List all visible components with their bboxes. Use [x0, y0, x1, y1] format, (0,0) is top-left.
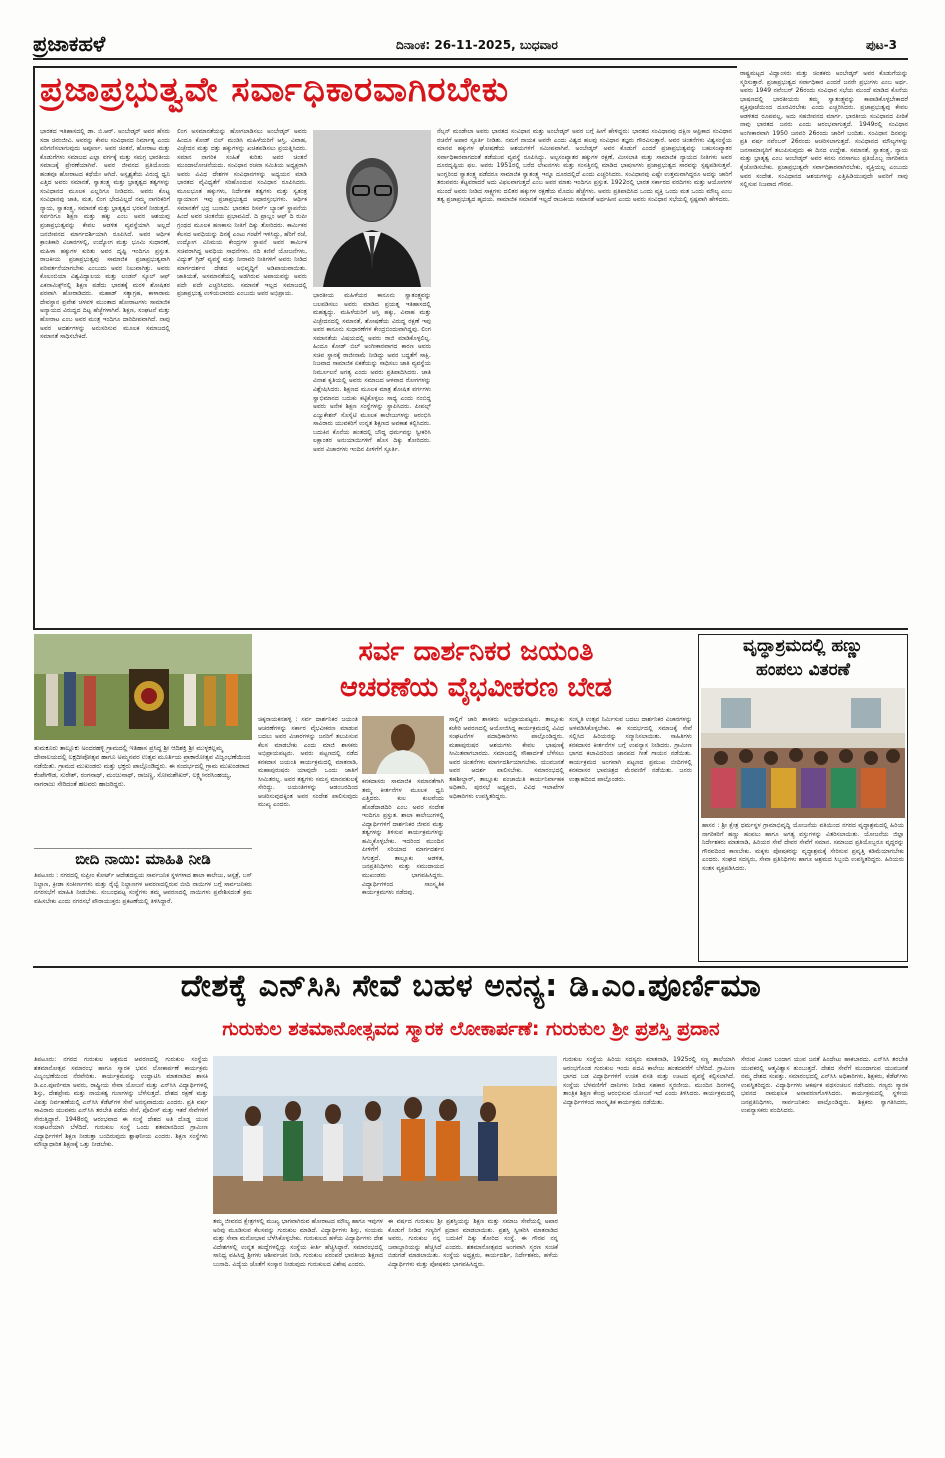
temple-photo-illustration	[34, 634, 252, 740]
jayanti-col-3: ಸಾಲ್ಲಿಗೆ ಜಾರಿ ಶಾಸಕರು ಅಭಿಪ್ರಾಯಪಟ್ಟರು. ತಾಲ್ಲೂಕು ಕಚೇರಿ ಆವರಣದಲ್ಲಿ ಆಯೋಜಿಸಿದ್ದ ಕಾರ್ಯಕ್ರಮದಲ್ಲಿ ವಿವಿಧ ಸಂಘಟನೆಗಳ ಪದಾಧಿಕಾರಿಗಳು ಪಾಲ್ಗೊಂಡಿದ್ದರು. ಮಹಾಪುರುಷರ ಆಶಯಗಳು ಕೇವಲ ಭಾಷಣಕ್ಕೆ ಸೀಮಿತವಾಗಬಾರದು. ಸಮಾಜದಲ್ಲಿ ಸೌಹಾರ್ದತೆ ಬೆಳೆಸಲು ಅವರ ಚಿಂತನೆಗಳು ಮಾರ್ಗದರ್ಶಿಯಾಗಬೇಕು. ಯುವಜನತೆ ಅವರ ಆದರ್ಶ ಪಾಲಿಸಬೇಕು. ಸಮಾರಂಭದಲ್ಲಿ ತಹಶೀಲ್ದಾರ್, ತಾಲ್ಲೂಕು ಪಂಚಾಯಿತಿ ಕಾರ್ಯನಿರ್ವಾಹಕ ಅಧಿಕಾರಿ, ಪುರಸಭೆ ಅಧ್ಯಕ್ಷರು, ವಿವಿಧ ಇಲಾಖೆಗಳ ಅಧಿಕಾರಿಗಳು ಉಪಸ್ಥಿತರಿದ್ದರು.	[449, 716, 564, 800]
lead-headline: ಪ್ರಜಾಪ್ರಭುತ್ವವೇ ಸರ್ವಾಧಿಕಾರವಾಗಿರಬೇಕು	[40, 70, 510, 110]
lead-bottom-rule	[33, 628, 908, 630]
ncc-headline: ದೇಶಕ್ಕೆ ಎನ್‌ಸಿಸಿ ಸೇವೆ ಬಹಳ ಅನನ್ಯ: ಡಿ.ಎಂ.ಪೂರ್ಣಿಮಾ	[180, 968, 762, 1004]
jayanti-col-2: ಕನಕದಾಸರು ಸಾಮಾಜಿಕ ಸಮಾನತೆಗಾಗಿ ತಮ್ಮ ಕೀರ್ತನೆಗಳ ಮೂಲಕ ಧ್ವನಿ ಎತ್ತಿದರು. ಕುಲ ಕುಲವೆಂದು ಹೊಡೆದಾಡದಿರಿ ಎಂಬ ಅವರ ಸಂದೇಶ ಇಂದಿಗೂ ಪ್ರಸ್ತುತ. ಶಾಲಾ ಕಾಲೇಜುಗಳಲ್ಲಿ ವಿದ್ಯಾರ್ಥಿಗಳಿಗೆ ದಾರ್ಶನಿಕರ ಜೀವನ ಮತ್ತು ತತ್ವಗಳನ್ನು ತಿಳಿಸುವ ಕಾರ್ಯಕ್ರಮಗಳನ್ನು ಹಮ್ಮಿಕೊಳ್ಳಬೇಕು. ಇದರಿಂದ ಮುಂದಿನ ಪೀಳಿಗೆಗೆ ಸರಿಯಾದ ಮಾರ್ಗದರ್ಶನ ಸಿಗುತ್ತದೆ. ತಾಲ್ಲೂಕು ಆಡಳಿತ, ಜನಪ್ರತಿನಿಧಿಗಳು ಮತ್ತು ಸಮುದಾಯದ ಮುಖಂಡರು ಭಾಗವಹಿಸಿದ್ದರು. ವಿದ್ಯಾರ್ಥಿಗಳಿಂದ ಸಾಂಸ್ಕೃತಿಕ ಕಾರ್ಯಕ್ರಮಗಳು ನಡೆದವು.	[362, 778, 444, 897]
lead-col-2: ಲಿಂಗ ಅಸಮಾನತೆಯನ್ನು ಹೋಗಲಾಡಿಸಲು ಅಂಬೇಡ್ಕರ್ ಅವರು ಹಿಂದೂ ಕೋಡ್ ಬಿಲ್ ಮಂಡಿಸಿ ಮಹಿಳೆಯರಿಗೆ ಆಸ್ತಿ, ವಿವಾಹ, ವಿಚ್ಛೇದನ ಮತ್ತು ದತ್ತು ಹಕ್ಕುಗಳನ್ನು ಖಚಿತಪಡಿಸಲು ಪ್ರಯತ್ನಿಸಿದರು. ಸಮಾನ ನಾಗರಿಕ ಸಂಹಿತೆ ಕುರಿತು ಅವರ ಚಿಂತನೆ ಮುಂದಾಲೋಚನೆಯದು. ಸಂವಿಧಾನ ರಚನಾ ಸಮಿತಿಯ ಅಧ್ಯಕ್ಷರಾಗಿ ಅವರು ವಿವಿಧ ದೇಶಗಳ ಸಂವಿಧಾನಗಳನ್ನು ಅಧ್ಯಯನ ಮಾಡಿ ಭಾರತದ ವೈವಿಧ್ಯತೆಗೆ ಸರಿಹೊಂದುವ ಸಂವಿಧಾನ ರೂಪಿಸಿದರು. ಮೂಲಭೂತ ಹಕ್ಕುಗಳು, ನಿರ್ದೇಶಕ ತತ್ವಗಳು ಮತ್ತು ಸ್ವತಂತ್ರ ನ್ಯಾಯಾಂಗ ಇವು ಪ್ರಜಾಪ್ರಭುತ್ವದ ಆಧಾರಸ್ತಂಭಗಳು. ಆರ್ಥಿಕ ಸಮಾನತೆಗೆ ಭದ್ರ ಬುನಾದಿ: ಭಾರತದ ರಿಸರ್ವ್ ಬ್ಯಾಂಕ್ ಸ್ಥಾಪನೆಯ ಹಿಂದೆ ಅವರ ಚಿಂತನೆಯ ಪ್ರಭಾವವಿದೆ. ದಿ ಪ್ರಾಬ್ಲಂ ಆಫ್ ದಿ ರುಪೀ ಗ್ರಂಥದ ಮೂಲಕ ಹಣಕಾಸು ನೀತಿಗೆ ದಿಕ್ಕು ತೋರಿದರು. ಕಾರ್ಮಿಕರ ಕೆಲಸದ ಅವಧಿಯನ್ನು ದಿನಕ್ಕೆ ಎಂಟು ಗಂಟೆಗೆ ಇಳಿಸಿದ್ದು, ಹೆರಿಗೆ ರಜೆ, ಉದ್ಯೋಗ ವಿನಿಮಯ ಕೇಂದ್ರಗಳ ಸ್ಥಾಪನೆ ಅವರ ಕಾರ್ಮಿಕ ಸಚಿವರಾಗಿದ್ದ ಅವಧಿಯ ಸಾಧನೆಗಳು. ನದಿ ಕಣಿವೆ ಯೋಜನೆಗಳು, ವಿದ್ಯುತ್ ಗ್ರಿಡ್ ವ್ಯವಸ್ಥೆ ಮತ್ತು ನೀರಾವರಿ ನೀತಿಗಳಿಗೆ ಅವರು ನೀಡಿದ ಮಾರ್ಗದರ್ಶನ ದೇಶದ ಅಭಿವೃದ್ಧಿಗೆ ಅಡಿಪಾಯವಾಯಿತು. ಜಾತಿಯತೆ, ಅಸಮಾನತೆಯಲ್ಲಿ ಅಡಗಿರುವ ಅಪಾಯವನ್ನು ಅವರು ಪದೇ ಪದೇ ಎಚ್ಚರಿಸಿದರು. ಸಮಾನತೆ ಇಲ್ಲದ ಸಮಾಜದಲ್ಲಿ ಪ್ರಜಾಪ್ರಭುತ್ವ ಉಳಿಯಲಾರದು ಎಂಬುದು ಅವರ ಅಭಿಪ್ರಾಯ.	[177, 128, 307, 298]
jayanti-col-1: ಚಿಕ್ಕನಾಯಕನಹಳ್ಳಿ : ಸರ್ವ ದಾರ್ಶನಿಕರ ಜಯಂತಿ ಆಚರಣೆಗಳನ್ನು ಸರ್ಕಾರ ವೈಭವೀಕರಣ ಮಾಡುವ ಬದಲು ಅವರ ವಿಚಾರಗಳನ್ನು ಜನರಿಗೆ ತಲುಪಿಸುವ ಕೆಲಸ ಮಾಡಬೇಕು ಎಂದು ಮಾಜಿ ಶಾಸಕರು ಅಭಿಪ್ರಾಯಪಟ್ಟರು. ಅವರು ಪಟ್ಟಣದಲ್ಲಿ ನಡೆದ ಕನಕದಾಸ ಜಯಂತಿ ಕಾರ್ಯಕ್ರಮದಲ್ಲಿ ಮಾತನಾಡಿ, ಮಹಾಪುರುಷರು ಯಾವುದೇ ಒಂದು ಜಾತಿಗೆ ಸೀಮಿತರಲ್ಲ. ಅವರ ತತ್ವಗಳು ಸಮಸ್ತ ಮಾನವಕುಲಕ್ಕೆ ಸೇರಿದ್ದು. ಜಯಂತಿಗಳನ್ನು ಆಡಂಬರದಿಂದ ಆಚರಿಸುವುದಕ್ಕಿಂತ ಅವರ ಸಂದೇಶ ಪಾಲಿಸುವುದು ಮುಖ್ಯ ಎಂದರು.	[258, 716, 358, 809]
speaker-photo	[362, 716, 444, 774]
lead-col-3: ಭಾರತೀಯ ಮಹಿಳೆಯರ ಕಾನೂನು ಸ್ವಾತಂತ್ರ್ಯವನ್ನು ಬಲಪಡಿಸಲು ಅವರು ಮಾಡಿದ ಪ್ರಯತ್ನ ಇತಿಹಾಸದಲ್ಲಿ ಮಹತ್ವದ್ದು. ಮಹಿಳೆಯರಿಗೆ ಆಸ್ತಿ ಹಕ್ಕು, ವಿವಾಹ ಮತ್ತು ವಿಚ್ಛೇದನದಲ್ಲಿ ಸಮಾನತೆ, ಶೋಷಣೆಯ ವಿರುದ್ಧ ರಕ್ಷಣೆ ಇವು ಅವರ ಕಾನೂನು ಸುಧಾರಣೆಗಳ ಕೇಂದ್ರಬಿಂದುವಾಗಿದ್ದವು. ಲಿಂಗ ಸಮಾನತೆಯ ವಿಷಯದಲ್ಲಿ ಅವರು ರಾಜಿ ಮಾಡಿಕೊಳ್ಳಲಿಲ್ಲ. ಹಿಂದೂ ಕೋಡ್ ಬಿಲ್ ಅಂಗೀಕಾರವಾಗದ ಕಾರಣ ಅವರು ಸಚಿವ ಸ್ಥಾನಕ್ಕೆ ರಾಜೀನಾಮೆ ನೀಡಿದ್ದು ಅವರ ಬದ್ಧತೆಗೆ ಸಾಕ್ಷಿ. ನಿಜವಾದ ಸಾಮಾಜಿಕ ಏಕತೆಯನ್ನು ಸಾಧಿಸಲು ಜಾತಿ ವ್ಯವಸ್ಥೆಯ ನಿರ್ಮೂಲನೆ ಅಗತ್ಯ ಎಂದು ಅವರು ಪ್ರತಿಪಾದಿಸಿದರು. ಜಾತಿ ವಿನಾಶ ಕೃತಿಯಲ್ಲಿ ಅವರು ಸಮಾಜದ ಆಳವಾದ ರೋಗಗಳನ್ನು ವಿಶ್ಲೇಷಿಸಿದರು. ಶಿಕ್ಷಣದ ಮೂಲಕ ಮಾತ್ರ ಶೋಷಿತ ವರ್ಗಗಳು ಸ್ವಾಭಿಮಾನದ ಬದುಕು ಕಟ್ಟಿಕೊಳ್ಳಲು ಸಾಧ್ಯ ಎಂದು ನಂಬಿದ್ದ ಅವರು ಅನೇಕ ಶಿಕ್ಷಣ ಸಂಸ್ಥೆಗಳನ್ನು ಸ್ಥಾಪಿಸಿದರು. ಪೀಪಲ್ಸ್ ಎಜ್ಯುಕೇಶನ್ ಸೊಸೈಟಿ ಮೂಲಕ ಕಾಲೇಜುಗಳನ್ನು ಆರಂಭಿಸಿ ಸಾವಿರಾರು ಯುವಕರಿಗೆ ಉನ್ನತ ಶಿಕ್ಷಣದ ಅವಕಾಶ ಕಲ್ಪಿಸಿದರು. ಬದುಕಿನ ಕೊನೆಯ ಹಂತದಲ್ಲಿ ಬೌದ್ಧ ಧರ್ಮವನ್ನು ಸ್ವೀಕರಿಸಿ ಲಕ್ಷಾಂತರ ಅನುಯಾಯಿಗಳಿಗೆ ಹೊಸ ದಿಕ್ಕು ತೋರಿದರು. ಅವರ ವಿಚಾರಗಳು ಇಂದಿನ ಪೀಳಿಗೆಗೆ ಸ್ಫೂರ್ತಿ.	[313, 292, 431, 453]
masthead	[0, 0, 945, 62]
ncc-col-5: ಸೇರುವ ವಿಚಾರ ಬಂದಾಗ ಯುವ ಜನತೆ ಹಿಂದೇಟು ಹಾಕಬಾರದು. ಎನ್‌ಸಿಸಿ ತರಬೇತಿ ಯುವಕರಲ್ಲಿ ಆತ್ಮವಿಶ್ವಾಸ ತುಂಬುತ್ತದೆ. ದೇಶದ ಸೇವೆಗೆ ಮುಂದಾಗುವ ಯುವಜನತೆ ನಮ್ಮ ದೇಶದ ಸಂಪತ್ತು. ಸಮಾರಂಭದಲ್ಲಿ ಎನ್‌ಸಿಸಿ ಅಧಿಕಾರಿಗಳು, ಶಿಕ್ಷಕರು, ಕೆಡೆಟ್‌ಗಳು ಉಪಸ್ಥಿತರಿದ್ದರು. ವಿದ್ಯಾರ್ಥಿಗಳು ಆಕರ್ಷಕ ಪಥಸಂಚಲನ ನಡೆಸಿದರು. ಗಣ್ಯರು ಸ್ಮಾರಕ ಭವನದ ನಾಮಫಲಕ ಅನಾವರಣಗೊಳಿಸಿದರು. ಕಾರ್ಯಕ್ರಮದಲ್ಲಿ ಸ್ಥಳೀಯ ಜನಪ್ರತಿನಿಧಿಗಳು, ಸಾರ್ವಜನಿಕರು ಪಾಲ್ಗೊಂಡಿದ್ದರು. ಶಿಕ್ಷಕರು ಸ್ವಾಗತಿಸಿದರು, ಉಪನ್ಯಾಸಕರು ವಂದಿಸಿದರು.	[741, 1056, 908, 1115]
lead-col-1: ಭಾರತದ ಇತಿಹಾಸದಲ್ಲಿ ಡಾ. ಬಿ.ಆರ್. ಅಂಬೇಡ್ಕರ್ ಅವರ ಹೆಸರು ಸದಾ ಚಿರಂಜೀವಿ. ಅವರನ್ನು ಕೇವಲ ಸಂವಿಧಾನದ ನಿರ್ಮಾತೃ ಎಂದು ಪರಿಗಣಿಸಲಾಗುವುದು ಅಪೂರ್ಣ. ಅವರ ಚಿಂತನೆ, ಹೋರಾಟ ಮತ್ತು ಕೊಡುಗೆಗಳು ಸಮಾಜದ ಎಲ್ಲಾ ವರ್ಗಕ್ಕೆ ಮತ್ತು ಸಮಗ್ರ ಭಾರತೀಯ ಸಮಾಜಕ್ಕೆ ಪ್ರೇರಣೆಯಾಗಿವೆ. ಅವರ ಜೀವನದ ಪ್ರತಿಯೊಂದು ಹಂತವೂ ಹೋರಾಟದ ಕಥೆಯೇ ಆಗಿದೆ. ಅಸ್ಪೃಶ್ಯತೆಯ ವಿರುದ್ಧ ಧ್ವನಿ ಎತ್ತಿದ ಅವರು ಸಮಾನತೆ, ಸ್ವಾತಂತ್ರ್ಯ ಮತ್ತು ಭ್ರಾತೃತ್ವದ ತತ್ವಗಳನ್ನು ಸಂವಿಧಾನದ ಮೂಲಕ ಎಲ್ಲರಿಗೂ ನೀಡಿದರು. ಅವರು ಕೊಟ್ಟ ಸಂವಿಧಾನವು ಜಾತಿ, ಮತ, ಲಿಂಗ ಭೇದವಿಲ್ಲದೆ ನಮ್ಮ ನಾಗರಿಕರಿಗೆ ನ್ಯಾಯ, ಸ್ವಾತಂತ್ರ್ಯ, ಸಮಾನತೆ ಮತ್ತು ಭ್ರಾತೃತ್ವದ ಭರವಸೆ ನೀಡುತ್ತದೆ. ಸರ್ವರಿಗೂ ಶಿಕ್ಷಣ ಮತ್ತು ಹಕ್ಕು ಎಂಬ ಅವರ ಆಶಯವು ಪ್ರಜಾಪ್ರಭುತ್ವವನ್ನು ಕೇವಲ ಆಡಳಿತ ವ್ಯವಸ್ಥೆಯಾಗಿ ಅಲ್ಲದೆ ಜನಜೀವನದ ಮಾರ್ಗದರ್ಶಿಯಾಗಿ ರೂಪಿಸಿದೆ. ಅವರ ಆರ್ಥಿಕ ಕ್ರಾಂತಿಕಾರಿ ವಿಚಾರಗಳಲ್ಲಿ, ಉದ್ಯೋಗ ಮತ್ತು ಭೂಮಿ ಸುಧಾರಣೆ, ಮಹಿಳಾ ಹಕ್ಕುಗಳ ಕುರಿತು ಅವರ ದೃಷ್ಟಿ ಇಂದಿಗೂ ಪ್ರಸ್ತುತ. ರಾಜಕೀಯ ಪ್ರಜಾಪ್ರಭುತ್ವವು ಸಾಮಾಜಿಕ ಪ್ರಜಾಪ್ರಭುತ್ವವಾಗಿ ಪರಿವರ್ತನೆಯಾಗಬೇಕು ಎಂಬುದು ಅವರ ನಿಲುವಾಗಿತ್ತು. ಅವರು ಕೊಲಂಬಿಯಾ ವಿಶ್ವವಿದ್ಯಾಲಯ ಮತ್ತು ಲಂಡನ್ ಸ್ಕೂಲ್ ಆಫ್ ಎಕನಾಮಿಕ್ಸ್‌ನಲ್ಲಿ ಶಿಕ್ಷಣ ಪಡೆದು ಭಾರತಕ್ಕೆ ಮರಳಿ ಶೋಷಿತರ ಪರವಾಗಿ ಹೋರಾಡಿದರು. ಮಹಾಡ್ ಸತ್ಯಾಗ್ರಹ, ಕಾಳಾರಾಮ ದೇವಸ್ಥಾನ ಪ್ರವೇಶ ಚಳವಳಿ ಮುಂತಾದ ಹೋರಾಟಗಳು ಸಾಮಾಜಿಕ ಅನ್ಯಾಯದ ವಿರುದ್ಧದ ದಿಟ್ಟ ಹೆಜ್ಜೆಗಳಾಗಿವೆ. ಶಿಕ್ಷಣ, ಸಂಘಟನೆ ಮತ್ತು ಹೋರಾಟ ಎಂಬ ಅವರ ಮಂತ್ರ ಇಂದಿಗೂ ದಾರಿದೀಪವಾಗಿದೆ. ನಾವು ಅವರ ಆದರ್ಶಗಳನ್ನು ಅನುಸರಿಸುವ ಮೂಲಕ ಸಮಾಜದಲ್ಲಿ ಸಮಾನತೆ ಸಾಧಿಸಬೇಕಿದೆ.	[40, 128, 170, 341]
ncc-col-3: ಈ ವರ್ಷದ ಗುರುಕುಲ ಶ್ರೀ ಪ್ರಶಸ್ತಿಯನ್ನು ಶಿಕ್ಷಣ ಮತ್ತು ಸಮಾಜ ಸೇವೆಯಲ್ಲಿ ಅಪಾರ ಕೊಡುಗೆ ನೀಡಿದ ಗಣ್ಯರಿಗೆ ಪ್ರದಾನ ಮಾಡಲಾಯಿತು. ಪ್ರಶಸ್ತಿ ಸ್ವೀಕರಿಸಿ ಮಾತನಾಡಿದ ಅವರು, ಗುರುಕುಲ ನನ್ನ ಬದುಕಿಗೆ ದಿಕ್ಕು ತೋರಿದ ಸಂಸ್ಥೆ. ಈ ಗೌರವ ನನ್ನ ಜವಾಬ್ದಾರಿಯನ್ನು ಹೆಚ್ಚಿಸಿದೆ ಎಂದರು. ಶತಮಾನೋತ್ಸವದ ಅಂಗವಾಗಿ ಸ್ಮರಣ ಸಂಚಿಕೆ ಬಿಡುಗಡೆ ಮಾಡಲಾಯಿತು. ಸಂಸ್ಥೆಯ ಅಧ್ಯಕ್ಷರು, ಕಾರ್ಯದರ್ಶಿ, ನಿರ್ದೇಶಕರು, ಹಳೆಯ ವಿದ್ಯಾರ್ಥಿಗಳು ಮತ್ತು ಪೋಷಕರು ಭಾಗವಹಿಸಿದ್ದರು.	[388, 1218, 558, 1268]
old-age-photo	[701, 688, 905, 818]
street-story-rule	[34, 848, 252, 849]
street-story-headline: ಬೀದಿ ನಾಯಿ: ಮಾಹಿತಿ ನೀಡಿ	[75, 850, 211, 868]
temple-photo	[34, 634, 252, 740]
speaker-illustration	[362, 716, 444, 774]
ncc-event-photo	[213, 1056, 557, 1214]
jayanti-col-4: ಸಂಸ್ಕೃತಿ ಉತ್ಸವ ನಿರ್ಮಿಸುವ ಬದಲು ದಾರ್ಶನಿಕರ ವಿಚಾರಗಳನ್ನು ಅಳವಡಿಸಿಕೊಳ್ಳಬೇಕು. ಈ ಸಂದರ್ಭದಲ್ಲಿ ಸಮಾಜಕ್ಕೆ ಸೇವೆ ಸಲ್ಲಿಸಿದ ಹಿರಿಯರನ್ನು ಸನ್ಮಾನಿಸಲಾಯಿತು. ಸಾಹಿತಿಗಳು ಕನಕದಾಸರ ಕೀರ್ತನೆಗಳ ಬಗ್ಗೆ ಉಪನ್ಯಾಸ ನೀಡಿದರು. ಗ್ರಾಮೀಣ ಭಾಗದ ಕಲಾವಿದರಿಂದ ಜಾನಪದ ಗೀತೆ ಗಾಯನ ನಡೆಯಿತು. ಕಾರ್ಯಕ್ರಮದ ಅಂಗವಾಗಿ ಪಟ್ಟಣದ ಪ್ರಮುಖ ಬೀದಿಗಳಲ್ಲಿ ಕನಕದಾಸರ ಭಾವಚಿತ್ರದ ಮೆರವಣಿಗೆ ನಡೆಯಿತು. ಜನರು ಉತ್ಸಾಹದಿಂದ ಪಾಲ್ಗೊಂಡರು.	[569, 716, 692, 783]
lead-frame-top	[33, 66, 737, 68]
street-story-body: ತಿಪಟೂರು : ನಗರದಲ್ಲಿ ಸುಪ್ರೀಂ ಕೋರ್ಟ್ ಆದೇಶದನ್ವಯ ಸಾರ್ವಜನಿಕ ಸ್ಥಳಗಳಾದ ಶಾಲಾ ಕಾಲೇಜು, ಆಸ್ಪತ್ರೆ, ಬಸ್ ನಿಲ್ದಾಣ, ಕ್ರೀಡಾ ಸಂಕೀರ್ಣಗಳು ಮತ್ತು ರೈಲ್ವೆ ನಿಲ್ದಾಣಗಳ ಆವರಣದಲ್ಲಿರುವ ಬೀದಿ ನಾಯಿಗಳ ಬಗ್ಗೆ ಸಾರ್ವಜನಿಕರು ನಗರಸಭೆಗೆ ಮಾಹಿತಿ ನೀಡಬೇಕು. ಸಂಬಂಧಪಟ್ಟ ಸಂಸ್ಥೆಗಳು ತಮ್ಮ ಆವರಣದಲ್ಲಿ ನಾಯಿಗಳು ಪ್ರವೇಶಿಸದಂತೆ ಕ್ರಮ ವಹಿಸಬೇಕು ಎಂದು ನಗರಸಭೆ ಪೌರಾಯುಕ್ತರು ಪ್ರಕಟಣೆಯಲ್ಲಿ ತಿಳಿಸಿದ್ದಾರೆ.	[34, 872, 252, 905]
masthead-rule	[33, 58, 908, 60]
lead-frame-left	[33, 66, 35, 628]
old-age-headline-line1: ವೃದ್ಧಾಶ್ರಮದಲ್ಲಿ ಹಣ್ಣು	[743, 636, 863, 656]
jayanti-headline-line2: ಆಚರಣೆಯ ವೈಭವೀಕರಣ ಬೇಡ	[340, 672, 612, 703]
jayanti-headline-line1: ಸರ್ವ ದಾರ್ಶನಿಕರ ಜಯಂತಿ	[358, 636, 594, 667]
ncc-event-illustration	[213, 1056, 557, 1214]
ncc-col-4: ಗುರುಕುಲ ಸಂಸ್ಥೆಯ ಹಿರಿಯ ಸದಸ್ಯರು ಮಾತನಾಡಿ, 1925ರಲ್ಲಿ ಸಣ್ಣ ಶಾಲೆಯಾಗಿ ಆರಂಭಗೊಂಡ ಗುರುಕುಲ ಇಂದು ಪದವಿ ಕಾಲೇಜು ಹಂತದವರೆಗೆ ಬೆಳೆದಿದೆ. ಗ್ರಾಮೀಣ ಭಾಗದ ಬಡ ವಿದ್ಯಾರ್ಥಿಗಳಿಗೆ ಉಚಿತ ವಸತಿ ಮತ್ತು ಊಟದ ವ್ಯವಸ್ಥೆ ಕಲ್ಪಿಸಲಾಗಿದೆ. ಸಂಸ್ಥೆಯ ಬೆಳವಣಿಗೆಗೆ ದಾನಿಗಳು ನೀಡಿದ ಸಹಕಾರ ಸ್ಮರಣೀಯ. ಮುಂದಿನ ದಿನಗಳಲ್ಲಿ ತಾಂತ್ರಿಕ ಶಿಕ್ಷಣ ಕೇಂದ್ರ ಆರಂಭಿಸುವ ಯೋಜನೆ ಇದೆ ಎಂದು ತಿಳಿಸಿದರು. ಕಾರ್ಯಕ್ರಮದಲ್ಲಿ ವಿದ್ಯಾರ್ಥಿಗಳಿಂದ ಸಾಂಸ್ಕೃತಿಕ ಕಾರ್ಯಕ್ರಮ ನಡೆಯಿತು.	[563, 1056, 735, 1106]
lead-col-5: ರಾಷ್ಟ್ರಮಟ್ಟದ ವಿದ್ವಾಂಸರು ಮತ್ತು ಚಿಂತಕರು ಅಂಬೇಡ್ಕರ್ ಅವರ ಕೊಡುಗೆಯನ್ನು ಸ್ಮರಿಸುತ್ತಾರೆ. ಪ್ರಜಾಪ್ರಭುತ್ವದ ಸರ್ವಾಧಿಕಾರ ಎಂದರೆ ಜನರೇ ಪ್ರಭುಗಳು ಎಂಬ ಅರ್ಥ. ಅವರು 1949 ನವೆಂಬರ್ 26ರಂದು ಸಂವಿಧಾನ ಸಭೆಯ ಮುಂದೆ ಮಾಡಿದ ಕೊನೆಯ ಭಾಷಣದಲ್ಲಿ ಭಾರತೀಯರು ತಮ್ಮ ಸ್ವಾತಂತ್ರ್ಯವನ್ನು ಕಾಪಾಡಿಕೊಳ್ಳಬೇಕಾದರೆ ವ್ಯಕ್ತಿಪೂಜೆಯಿಂದ ದೂರವಿರಬೇಕು ಎಂದು ಎಚ್ಚರಿಸಿದರು. ಪ್ರಜಾಪ್ರಭುತ್ವವು ಕೇವಲ ಆಡಳಿತದ ರೂಪವಲ್ಲ, ಅದು ಸಹಜೀವನದ ಮಾರ್ಗ. ಭಾರತೀಯ ಸಂವಿಧಾನದ ಪೀಠಿಕೆ ನಾವು ಭಾರತದ ಜನರು ಎಂದು ಆರಂಭವಾಗುತ್ತದೆ. 1949ರಲ್ಲಿ ಸಂವಿಧಾನ ಅಂಗೀಕಾರವಾಗಿ 1950 ಜನವರಿ 26ರಂದು ಜಾರಿಗೆ ಬಂದಿತು. ಸಂವಿಧಾನ ದಿನವನ್ನು ಪ್ರತಿ ವರ್ಷ ನವೆಂಬರ್ 26ರಂದು ಆಚರಿಸಲಾಗುತ್ತದೆ. ಸಂವಿಧಾನದ ಮೌಲ್ಯಗಳನ್ನು ಜನಸಾಮಾನ್ಯರಿಗೆ ತಲುಪಿಸುವುದು ಈ ದಿನದ ಉದ್ದೇಶ. ಸಮಾನತೆ, ಸ್ವಾತಂತ್ರ್ಯ, ನ್ಯಾಯ ಮತ್ತು ಭ್ರಾತೃತ್ವ ಎಂಬ ಅಂಬೇಡ್ಕರ್ ಅವರ ಕನಸು ನನಸಾಗಲು ಪ್ರತಿಯೊಬ್ಬ ನಾಗರಿಕರೂ ಕೈಜೋಡಿಸಬೇಕು. ಪ್ರಜಾಪ್ರಭುತ್ವವೇ ಸರ್ವಾಧಿಕಾರವಾಗಿರಬೇಕು, ವ್ಯಕ್ತಿಯಲ್ಲ ಎಂಬುದು ಅವರ ಸಂದೇಶ. ಸಂವಿಧಾನದ ಆಶಯಗಳನ್ನು ಎತ್ತಿಹಿಡಿಯುವುದೇ ಅವರಿಗೆ ನಾವು ಸಲ್ಲಿಸುವ ನಿಜವಾದ ಗೌರವ.	[740, 70, 908, 189]
ncc-col-1: ತಿಪಟೂರು: ನಗರದ ಗುರುಕುಲ ಆಶ್ರಮದ ಆವರಣದಲ್ಲಿ ಗುರುಕುಲ ಸಂಸ್ಥೆಯ ಶತಮಾನೋತ್ಸವ ಸಮಾರಂಭ ಹಾಗೂ ಸ್ಮಾರಕ ಭವನ ಲೋಕಾರ್ಪಣೆ ಕಾರ್ಯಕ್ರಮ ವಿಜೃಂಭಣೆಯಿಂದ ನೆರವೇರಿತು. ಕಾರ್ಯಕ್ರಮವನ್ನು ಉದ್ಘಾಟಿಸಿ ಮಾತನಾಡಿದ ಶಾಸಕಿ ಡಿ.ಎಂ.ಪೂರ್ಣಿಮಾ ಅವರು, ರಾಷ್ಟ್ರೀಯ ಸೇವಾ ಯೋಜನೆ ಮತ್ತು ಎನ್‌ಸಿಸಿ ವಿದ್ಯಾರ್ಥಿಗಳಲ್ಲಿ ಶಿಸ್ತು, ದೇಶಪ್ರೇಮ ಮತ್ತು ನಾಯಕತ್ವ ಗುಣಗಳನ್ನು ಬೆಳೆಸುತ್ತದೆ. ದೇಶದ ರಕ್ಷಣೆ ಮತ್ತು ವಿಪತ್ತು ನಿರ್ವಹಣೆಯಲ್ಲಿ ಎನ್‌ಸಿಸಿ ಕೆಡೆಟ್‌ಗಳ ಸೇವೆ ಅನನ್ಯವಾದುದು ಎಂದರು. ಪ್ರತಿ ವರ್ಷ ಸಾವಿರಾರು ಯುವಕರು ಎನ್‌ಸಿಸಿ ತರಬೇತಿ ಪಡೆದು ಸೇನೆ, ಪೊಲೀಸ್ ಮತ್ತು ಇತರೆ ಸೇವೆಗಳಿಗೆ ಸೇರುತ್ತಿದ್ದಾರೆ. 1948ರಲ್ಲಿ ಆರಂಭವಾದ ಈ ಸಂಸ್ಥೆ ದೇಶದ ಅತಿ ದೊಡ್ಡ ಯುವ ಸಂಘಟನೆಯಾಗಿ ಬೆಳೆದಿದೆ. ಗುರುಕುಲ ಸಂಸ್ಥೆ ಒಂದು ಶತಮಾನದಿಂದ ಗ್ರಾಮೀಣ ವಿದ್ಯಾರ್ಥಿಗಳಿಗೆ ಶಿಕ್ಷಣ ನೀಡುತ್ತಾ ಬಂದಿರುವುದು ಶ್ಲಾಘನೀಯ ಎಂದರು. ಶಿಕ್ಷಣ ಸಂಸ್ಥೆಗಳು ಮೌಲ್ಯಾಧಾರಿತ ಶಿಕ್ಷಣಕ್ಕೆ ಒತ್ತು ನೀಡಬೇಕು.	[34, 1056, 208, 1149]
ncc-subheadline: ಗುರುಕುಲ ಶತಮಾನೋತ್ಸವದ ಸ್ಮಾರಕ ಲೋಕಾರ್ಪಣೆ: ಗುರುಕುಲ ಶ್ರೀ ಪ್ರಶಸ್ತಿ ಪ್ರದಾನ	[222, 1018, 720, 1040]
paper-name: ಪ್ರಜಾಕಹಳೆ	[33, 32, 106, 56]
portrait-illustration	[313, 130, 431, 287]
date-line: ದಿನಾಂಕ: 26-11-2025, ಬುಧವಾರ	[396, 38, 558, 52]
old-age-headline-line2: ಹಂಪಲು ವಿತರಣೆ	[756, 660, 850, 680]
page-number: ಪುಟ-3	[866, 38, 897, 52]
old-age-photo-illustration	[701, 688, 905, 818]
ambedkar-portrait	[313, 130, 431, 287]
ncc-col-2: ತಮ್ಮ ಜೀವನದ ಕ್ಷೇತ್ರಗಳಲ್ಲಿ ಮುಖ್ಯ ಭಾಗವಾಗಿರುವ ಹೋರಾಟದ ಮೌಲ್ಯ ಹಾಗೂ ಇವುಗಳ ಅರಿವು ಮೂಡಿಸುವ ಕೆಲಸವನ್ನು ಗುರುಕುಲ ಮಾಡಿದೆ. ವಿದ್ಯಾರ್ಥಿಗಳು ಶಿಸ್ತು, ಸಂಯಮ ಮತ್ತು ಸೇವಾ ಮನೋಭಾವ ಬೆಳೆಸಿಕೊಳ್ಳಬೇಕು. ಗುರುಕುಲದ ಹಳೆಯ ವಿದ್ಯಾರ್ಥಿಗಳು ದೇಶ ವಿದೇಶಗಳಲ್ಲಿ ಉನ್ನತ ಹುದ್ದೆಗಳಲ್ಲಿದ್ದು ಸಂಸ್ಥೆಯ ಕೀರ್ತಿ ಹೆಚ್ಚಿಸಿದ್ದಾರೆ. ಸಮಾರಂಭದಲ್ಲಿ ಸಾನಿಧ್ಯ ವಹಿಸಿದ್ದ ಶ್ರೀಗಳು ಆಶೀರ್ವಚನ ನೀಡಿ, ಗುರುಕುಲ ಪರಂಪರೆ ಭಾರತೀಯ ಶಿಕ್ಷಣದ ಬುನಾದಿ. ವಿದ್ಯೆಯ ಜೊತೆಗೆ ಸಂಸ್ಕಾರ ನೀಡುವುದು ಗುರುಕುಲದ ವಿಶೇಷ ಎಂದರು.	[213, 1218, 383, 1268]
lead-col-4: ನೆಲ್ಸನ್ ಮಂಡೇಲಾ ಅವರು ಭಾರತದ ಸಂವಿಧಾನ ಮತ್ತು ಅಂಬೇಡ್ಕರ್ ಅವರ ಬಗ್ಗೆ ಹೀಗೆ ಹೇಳಿದ್ದರು: ಭಾರತದ ಸಂವಿಧಾನವು ದಕ್ಷಿಣ ಆಫ್ರಿಕಾದ ಸಂವಿಧಾನ ರಚನೆಗೆ ಅಪಾರ ಸ್ಫೂರ್ತಿ ನೀಡಿತು. ನಮಗೆ ನಾಯಕ ಅವರೇ ಎಂದು ವಿಶ್ವದ ಹಲವು ಸಂವಿಧಾನ ತಜ್ಞರು ಗೌರವಿಸುತ್ತಾರೆ. ಅವರ ಚಿಂತನೆಗಳು ವಿಶ್ವಸಂಸ್ಥೆಯ ಮಾನವ ಹಕ್ಕುಗಳ ಘೋಷಣೆಯ ಆಶಯಗಳಿಗೆ ಸಮೀಪವಾಗಿವೆ. ಅಂಬೇಡ್ಕರ್ ಅವರ ಕೊಡುಗೆ ಎಂದರೆ ಪ್ರಜಾಪ್ರಭುತ್ವವನ್ನು ಬಹುಸಂಖ್ಯಾತರ ಸರ್ವಾಧಿಕಾರವಾಗದಂತೆ ತಡೆಯುವ ವ್ಯವಸ್ಥೆ ರೂಪಿಸಿದ್ದು. ಅಲ್ಪಸಂಖ್ಯಾತರ ಹಕ್ಕುಗಳ ರಕ್ಷಣೆ, ಮೀಸಲಾತಿ ಮತ್ತು ಸಾಮಾಜಿಕ ನ್ಯಾಯದ ನೀತಿಗಳು ಅವರ ದೂರದೃಷ್ಟಿಯ ಫಲ. ಅವರು 1951ರಲ್ಲಿ ಬರೆದ ಲೇಖನಗಳು ಮತ್ತು ಸಂಸತ್ತಿನಲ್ಲಿ ಮಾಡಿದ ಭಾಷಣಗಳು ಪ್ರಜಾಪ್ರಭುತ್ವದ ಸಾರವನ್ನು ಸ್ಪಷ್ಟಪಡಿಸುತ್ತವೆ. ಅಂಗ್ಲರಿಂದ ಸ್ವಾತಂತ್ರ್ಯ ಪಡೆದರೂ ಸಾಮಾಜಿಕ ಸ್ವಾತಂತ್ರ್ಯ ಇನ್ನೂ ದೂರದಲ್ಲಿದೆ ಎಂದು ಎಚ್ಚರಿಸಿದರು. ಸಂವಿಧಾನವು ಎಷ್ಟೇ ಉತ್ತಮವಾಗಿದ್ದರೂ ಅದನ್ನು ಜಾರಿಗೆ ತರುವವರು ಕೆಟ್ಟವರಾದರೆ ಅದು ವಿಫಲವಾಗುತ್ತದೆ ಎಂಬ ಅವರ ಮಾತು ಇಂದಿಗೂ ಪ್ರಸ್ತುತ. 1922ರಲ್ಲಿ ಭಾರತ ಸರ್ಕಾರದ ವರದಿಗಳು ಮತ್ತು ಆಯೋಗಗಳ ಮುಂದೆ ಅವರು ನೀಡಿದ ಸಾಕ್ಷ್ಯಗಳು ದಲಿತರ ಹಕ್ಕುಗಳ ರಕ್ಷಣೆಯ ಮೊದಲ ಹೆಜ್ಜೆಗಳು. ಅವರು ಪ್ರತಿಪಾದಿಸಿದ ಒಂದು ವ್ಯಕ್ತಿ ಒಂದು ಮತ ಒಂದು ಮೌಲ್ಯ ಎಂಬ ತತ್ವ ಪ್ರಜಾಪ್ರಭುತ್ವದ ಹೃದಯ. ಸಾಮಾಜಿಕ ಸಮಾನತೆ ಇಲ್ಲದೆ ರಾಜಕೀಯ ಸಮಾನತೆ ಅರ್ಥಹೀನ ಎಂದು ಅವರು ಸಂವಿಧಾನ ಸಭೆಯಲ್ಲಿ ಸ್ಪಷ್ಟವಾಗಿ ಹೇಳಿದರು.	[437, 128, 732, 204]
old-age-body: ಹಾಸನ : ಶ್ರೀ ಕ್ಷೇತ್ರ ಧರ್ಮಸ್ಥಳ ಗ್ರಾಮಾಭಿವೃದ್ಧಿ ಯೋಜನೆಯ ವತಿಯಿಂದ ನಗರದ ವೃದ್ಧಾಶ್ರಮದಲ್ಲಿ ಹಿರಿಯ ನಾಗರಿಕರಿಗೆ ಹಣ್ಣು ಹಂಪಲು ಹಾಗೂ ಅಗತ್ಯ ವಸ್ತುಗಳನ್ನು ವಿತರಿಸಲಾಯಿತು. ಯೋಜನೆಯ ಜಿಲ್ಲಾ ನಿರ್ದೇಶಕರು ಮಾತನಾಡಿ, ಹಿರಿಯರ ಸೇವೆ ದೇವರ ಸೇವೆಗೆ ಸಮಾನ. ಸಮಾಜದ ಪ್ರತಿಯೊಬ್ಬರೂ ವೃದ್ಧರನ್ನು ಗೌರವದಿಂದ ಕಾಣಬೇಕು. ಮಕ್ಕಳು ಪೋಷಕರನ್ನು ವೃದ್ಧಾಶ್ರಮಕ್ಕೆ ಸೇರಿಸುವ ಪ್ರವೃತ್ತಿ ಕಡಿಮೆಯಾಗಬೇಕು ಎಂದರು. ಸಂಘದ ಸದಸ್ಯರು, ಸೇವಾ ಪ್ರತಿನಿಧಿಗಳು ಹಾಗೂ ಆಶ್ರಮದ ಸಿಬ್ಬಂದಿ ಉಪಸ್ಥಿತರಿದ್ದರು. ಹಿರಿಯರು ಸಂತಸ ವ್ಯಕ್ತಪಡಿಸಿದರು.	[702, 822, 904, 872]
temple-caption: ತುಮಕೂರು ತಾಲ್ಲೂಕು ಅಂದರಹಳ್ಳಿ ಗ್ರಾಮದಲ್ಲಿ ಇತಿಹಾಸ ಪ್ರಸಿದ್ಧ ಶ್ರೀ ಆದಿಶಕ್ತಿ ಶ್ರೀ ಮುಳ್ಳಕಲ್ಲಮ್ಮ ದೇವಾಲಯದಲ್ಲಿ ಲಕ್ಷದೀಪೋತ್ಸವ ಹಾಗೂ ಅಮ್ಮನವರ ಉತ್ಸವ ಮೂರ್ತಿಯ ಪ್ರಾಕಾರೋತ್ಸವ ವಿಜೃಂಭಣೆಯಿಂದ ನಡೆಯಿತು. ಗ್ರಾಮದ ಮುಖಂಡರು ಮತ್ತು ಭಕ್ತರು ಪಾಲ್ಗೊಂಡಿದ್ದರು. ಈ ಸಂದರ್ಭದಲ್ಲಿ ಗ್ರಾಮ ಮುಖಂಡರಾದ ಕೆಂಪೇಗೌಡ, ಸುರೇಶ್, ರಂಗನಾಥ್, ಮಂಜುನಾಥ್, ರಾಜಣ್ಣ, ಸೋಮಶೇಖರ್, ಲಕ್ಷ್ಮೀನರಸಿಂಹಯ್ಯ, ನಾಗರಾಜು ಸೇರಿದಂತೆ ಹಲವರು ಹಾಜರಿದ್ದರು.	[34, 744, 251, 788]
